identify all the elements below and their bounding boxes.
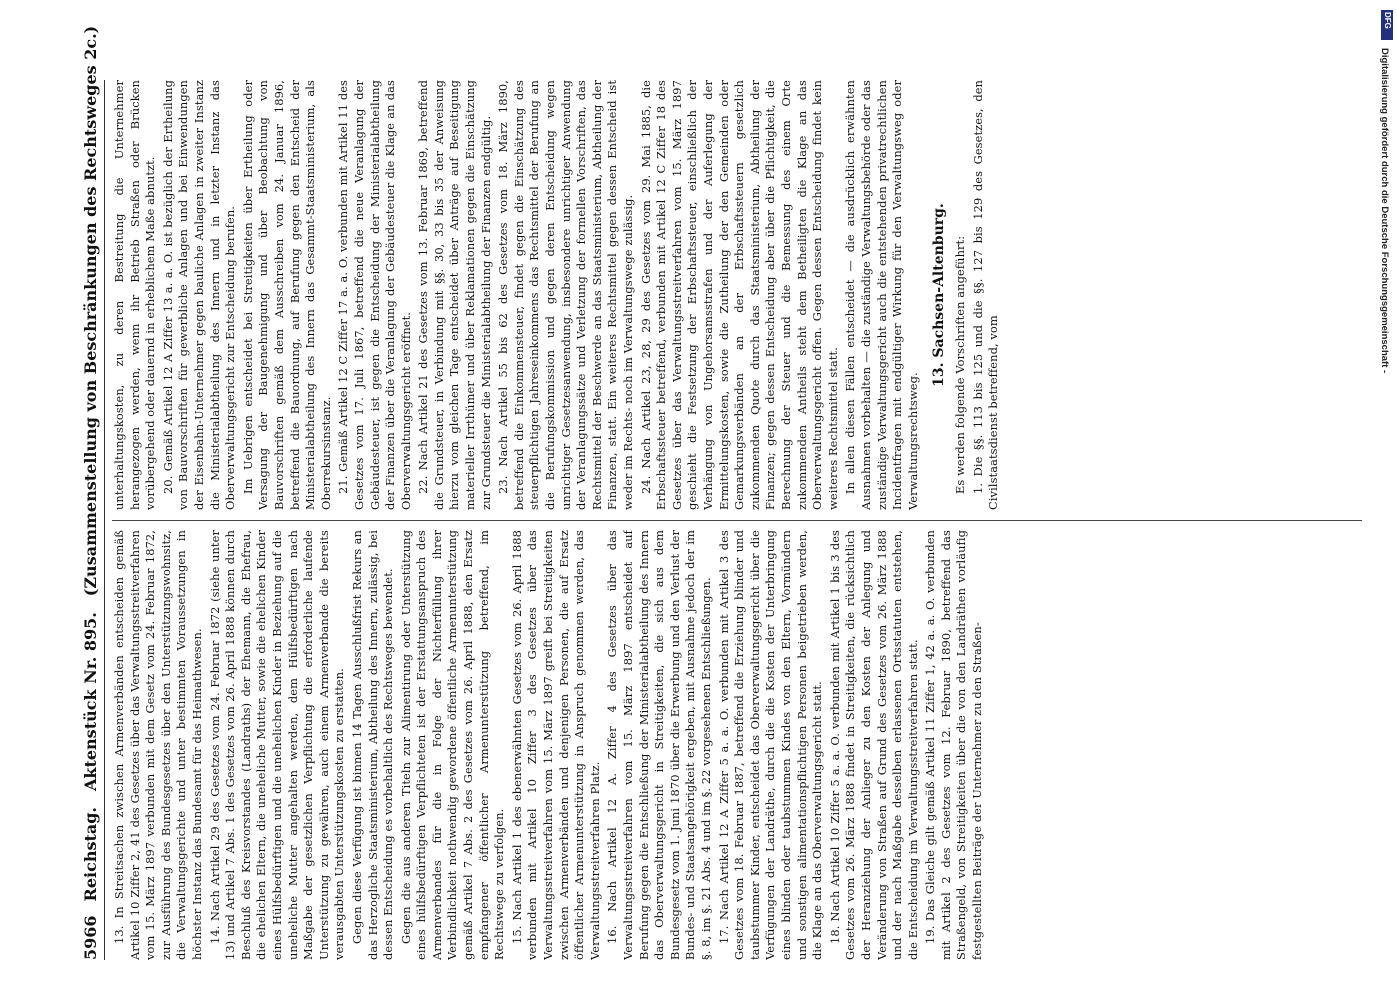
document-page (60, 25, 1397, 960)
paragraph: Im Uebrigen entscheidet bei Streitigkeiten über Ertheilung oder Versagung der Baugenehmigung und über Beobachtung von Bauvorschriften gemäß dem Ausschreiben vom 24. Januar 1896, betreffend die Bauordnung, auf Berufung gegen den Entscheid der Ministerialabtheilung des Innern das Gesammt-Staatsministerium, als Oberrekursinstanz. (240, 80, 333, 510)
paragraph: 23. Nach Artikel 55 bis 62 des Gesetzes vom 18. März 1890, betreffend die Einkommensteuer, findet gegen die Einschätzung des steuerpflichtigen Jahreseinkommens das Rechtsmittel der Berufung an die Berufungskommission und gegen deren Entscheidung wegen unrichtiger Gesetzesanwendung, insbesondere unrichtiger Anwendung der Veranlagungssätze und Verletzung der formellen Vorschriften, das Rechtsmittel der Beschwerde an das Staatsministerium, Abtheilung der Finanzen, statt. Ein weiteres Rechtsmittel gegen dessen Entscheid ist weder im Rechts- noch im Verwaltungswege zulässig. (496, 80, 635, 510)
paragraph: 14. Nach Artikel 29 des Gesetzes vom 24. Februar 1872 (siehe unter 13) und Artikel 7 Abs. 1 des Gesetzes vom 26. April 1888 können durch Beschluß des Kreisvorstandes (Landraths) der Ehemann, die Ehefrau, die ehelichen Eltern, die uneheliche Mutter, sowie die ehelichen Kinder eines Hülfsbedürftigen und die unehelichen Kinder in Beziehung auf die uneheliche Mutter angehalten werden, dem Hülfsbedürftigen nach Maßgabe der gesetzlichen Verpflichtung die erforderliche laufende Unterstützung zu gewähren, auch einem Armenverbande die bereits verausgabten Unterstützungskosten zu erstatten. (207, 530, 347, 960)
left-column (112, 530, 1372, 960)
paragraph: 17. Nach Artikel 12 A Ziffer 5 a. a. O. verbunden mit Artikel 3 des Gesetzes vom 18. Februar 1887, betreffend die Erziehung blinder und taubstummer Kinder, entscheidet das Oberverwaltungsgericht über die Verfügungen der Landräthe, durch die die Kosten der Unterbringung eines blinden oder taubstummen Kindes von den Eltern, Vormündern und sonstigen alimentationspflichtigen Personen beigetrieben werden, die Klage an das Oberverwaltungsgericht statt. (716, 530, 825, 960)
page-number: 5966 (81, 915, 100, 960)
paragraph: 13. In Streitsachen zwischen Armenverbänden entscheiden gemäß Artikel 10 Ziffer 2, 41 des Gesetzes über das Verwaltungsstreitverfahren vom 15. März 1897 verbunden mit dem Gesetz vom 24. Februar 1872, zur Ausführung des Bundesgesetzes über den Unterstützungswohnsitz, die Verwaltungsgerichte und unter bestimmten Voraussetzungen in höchster Instanz das Bundesamt für das Heimathwesen. (112, 530, 204, 960)
paragraph: 15. Nach Artikel 1 des ebenerwähnten Gesetzes vom 26. April 1888 verbunden mit Artikel 10 Ziffer 3 des Gesetzes über das Verwaltungsstreitverfahren vom 15. März 1897 greift bei Streitigkeiten zwischen Armenverbänden und denjenigen Personen, die auf Ersatz öffentlicher Armenunterstützung in Anspruch genommen werden, das Verwaltungsstreitverfahren Platz. (509, 530, 602, 960)
paragraph: 1. Die §§. 113 bis 125 und die §§. 127 bis 129 des Gesetzes, den Civilstaatsdienst betreffend, vom (970, 80, 1001, 510)
paragraph: unterhaltungskosten, zu deren Bestreitung die Unternehmer herangezogen werden, wenn ihr Betrieb Straßen oder Brücken vorübergehend oder dauernd in erheblichem Maße abnutzt. (112, 80, 158, 510)
right-column (112, 80, 1372, 510)
paragraph: 22. Nach Artikel 21 des Gesetzes vom 13. Februar 1869, betreffend die Grundsteuer, in Verbindung mit §§. 30, 33 bis 35 der Anweisung hierzu vom gleichen Tage entscheidet über Anträge auf Beseitigung materieller Irrthümer und über Reklamationen gegen die Einschätzung zur Grundsteuer die Ministerialabtheilung der Finanzen endgültig. (416, 80, 493, 510)
paragraph: Gegen die aus anderen Titeln zur Alimentirung oder Unterstützung eines hülfsbedürftigen Verpflichteten ist der Erstattungsanspruch des Armenverbandes für die in Folge der Nichterfüllung ihrer Verbindlichkeit nothwendig gewordene öffentliche Armenunterstützung gemäß Artikel 7 Abs. 2 des Gesetzes vom 26. April 1888, den Ersatz empfangener öffentlicher Armenunterstützung betreffend, im Rechtswege zu verfolgen. (398, 530, 507, 960)
header-right: (Zusammenstellung von Beschränkungen des Rechtsweges 2c.) (81, 25, 100, 597)
paragraph: 18. Nach Artikel 10 Ziffer 5 a. a. O. verbunden mit Artikel 1 bis 3 des Gesetzes vom 26. März 1888 findet in Streitigkeiten, die rücksichtlich der Heranziehung der Anlieger zu den Kosten der Anlegung und Veränderung von Straßen auf Grund des Gesetzes vom 26. März 1888 und der nach Maßgabe desselben erlassenen Ortsstatuten entstehen, die Entscheidung im Verwaltungsstreitverfahren statt. (827, 530, 920, 960)
section-heading: 13. Sachsen-Altenburg. (931, 203, 948, 387)
paragraph: 21. Gemäß Artikel 12 C Ziffer 17 a. a. O. verbunden mit Artikel 11 des Gesetzes vom 17. Juli 1867, betreffend die neue Veranlagung der Gebäudesteuer, ist gegen die Entscheidung der Ministerialabtheilung der Finanzen über die Veranlagung der Gebäudesteuer die Klage an das Oberverwaltungsgericht eröffnet. (336, 80, 413, 510)
dfg-logo: DFG (1381, 10, 1393, 40)
paragraph: 16. Nach Artikel 12 A. Ziffer 4 des Gesetzes über das Verwaltungsstreitverfahren vom 15. März 1897 entscheidet auf Berufung gegen die Entschließung der Ministerialabtheilung des Innern das Oberverwaltungsgericht in Streitigkeiten, die sich aus dem Bundesgesetz vom 1. Juni 1870 über die Erwerbung und den Verlust der Bundes- und Staatsangehörigkeit ergeben, mit Ausnahme jedoch der im §. 8, im §. 21 Abs. 4 und im §. 22 vorgesehenen Entschließungen. (605, 530, 713, 960)
page-header (60, 25, 100, 960)
header-middle: Aktenstück Nr. 895. (81, 612, 100, 792)
paragraph: 19. Das Gleiche gilt gemäß Artikel 11 Ziffer 1, 42 a. a. O. verbunden mit Artikel 2 des Gesetzes vom 12. Februar 1890, betreffend das Straßengeld, von Streitigkeiten über die von den Landräthen vorläufig festgestellten Beiträge der Unternehmer zu den Straßen- (923, 530, 985, 960)
column-divider (112, 520, 1362, 521)
digitization-note (1378, 8, 1392, 998)
paragraph: 20. Gemäß Artikel 12 A Ziffer 13 a. a. O. ist bezüglich der Ertheilung von Bauvorschriften für gewerbliche Anlagen und bei Einwendungen der Eisenbahn-Unternehmer gegen bauliche Anlagen in zweiter Instanz die Ministerialabtheilung des Innern und in letzter Instanz das Oberverwaltungsgericht zur Entscheidung berufen. (160, 80, 238, 510)
paragraph: Gegen diese Verfügung ist binnen 14 Tagen Ausschlußfrist Rekurs an das Herzogliche Staatsministerium, Abtheilung des Innern, zulässig, bei dessen Entscheidung es vorbehaltlich des Rechtsweges bewendet. (349, 530, 396, 960)
paragraph: 24. Nach Artikel 23, 28, 29 des Gesetzes vom 29. Mai 1885, die Erbschaftssteuer betreffend, verbunden mit Artikel 12 C Ziffer 18 des Gesetzes über das Verwaltungsstreitverfahren vom 15. März 1897 geschieht die Festsetzung der Erbschaftssteuer, einschließlich der Verhängung von Ungehorsamsstrafen und der Auferlegung der Ermittelungskosten, sowie die Zutheilung der den Gemeinden oder Gemarkungsverbänden an der Erbschaftssteuern gesetzlich zukommenden Quote durch das Staatsministerium, Abtheilung der Finanzen; gegen dessen Entscheidung aber über die Pflichtigkeit, die Berechnung der Steuer und die Bemessung des einem Orte zukommenden Antheils steht dem Betheiligten die Klage an das Oberverwaltungsgericht offen. Gegen dessen Entscheidung findet kein weiteres Rechtsmittel statt. (638, 80, 840, 510)
paragraph: In allen diesen Fällen entscheidet — die ausdrücklich erwähnten Ausnahmen vorbehalten — die zuständige Verwaltungsbehörde oder das zuständige Verwaltungsgericht auch die entstehenden privatrechtlichen Incidentfragen mit endgültiger Wirkung für den Verwaltungsweg oder Verwaltungsrechtsweg. (843, 80, 920, 510)
digitization-text: Digitalisierung gefördert durch die Deutsche Forschungsgemeinschaft - (1379, 48, 1390, 374)
header-left: Reichstag. (81, 807, 100, 902)
header-rule (104, 80, 105, 960)
paragraph: Es werden folgende Vorschriften angeführt: (953, 235, 968, 494)
